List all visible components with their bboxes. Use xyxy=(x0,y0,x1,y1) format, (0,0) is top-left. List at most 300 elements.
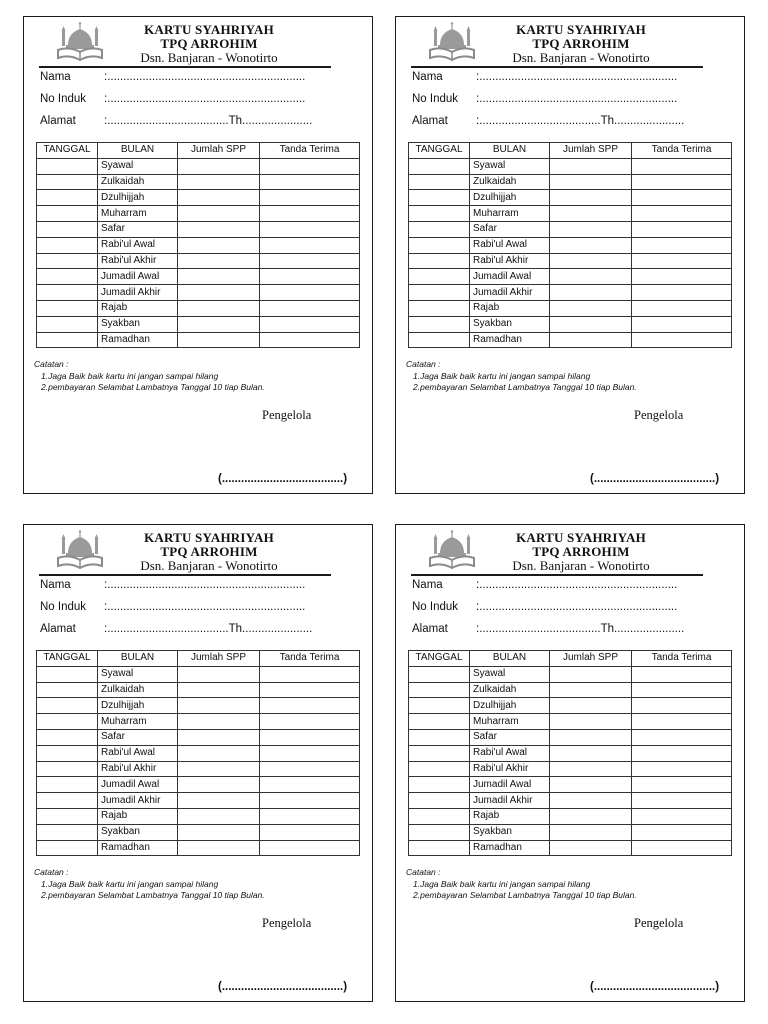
jumlah-spp-cell xyxy=(550,682,632,698)
table-header-row xyxy=(37,651,360,667)
tanda-terima-cell xyxy=(260,808,360,824)
jumlah-spp-cell xyxy=(550,316,632,332)
tanggal-cell xyxy=(37,808,98,824)
alamat-value: :......................................Th...................... xyxy=(476,115,685,127)
bulan-cell: Jumadil Awal xyxy=(98,269,178,285)
tanggal-cell xyxy=(37,269,98,285)
table-header-row xyxy=(37,143,360,159)
nama-value: :.............................................................. xyxy=(476,71,678,83)
note-item: 1.Jaga Baik baik kartu ini jangan sampai hilang xyxy=(413,370,591,381)
table-row xyxy=(409,237,732,253)
tanda-terima-cell xyxy=(260,745,360,761)
tanda-terima-cell xyxy=(632,316,732,332)
table-row xyxy=(37,206,360,222)
note-item: 2.pembayaran Selambat Lambatnya Tanggal 10 tiap Bulan. xyxy=(41,890,265,900)
bulan-cell: Syawal xyxy=(470,666,550,682)
tanggal-cell xyxy=(37,316,98,332)
nama-label: Nama xyxy=(40,71,71,83)
table-row xyxy=(409,729,732,745)
tanggal-cell xyxy=(37,745,98,761)
table-row xyxy=(409,761,732,777)
table-row xyxy=(409,666,732,682)
no-induk-label: No Induk xyxy=(40,601,87,613)
table-row xyxy=(409,285,732,301)
tanda-terima-cell xyxy=(632,269,732,285)
table-row xyxy=(37,316,360,332)
jumlah-spp-cell xyxy=(178,808,260,824)
payment-table xyxy=(36,650,360,856)
nama-value: :.............................................................. xyxy=(104,579,306,591)
bulan-cell: Rabi'ul Akhir xyxy=(98,253,178,269)
tanda-terima-cell xyxy=(260,682,360,698)
tanda-terima-cell xyxy=(260,174,360,190)
bulan-cell: Muharram xyxy=(470,714,550,730)
card-title: KARTU SYAHRIYAH xyxy=(516,22,646,37)
table-row xyxy=(37,237,360,253)
tanggal-cell xyxy=(409,221,470,237)
jumlah-spp-cell xyxy=(178,777,260,793)
no-induk-value: :.............................................................. xyxy=(476,93,678,105)
tanda-terima-cell xyxy=(260,840,360,856)
jumlah-spp-cell xyxy=(550,190,632,206)
tanggal-cell xyxy=(409,190,470,206)
jumlah-spp-cell xyxy=(550,285,632,301)
tanggal-cell xyxy=(409,682,470,698)
jumlah-spp-cell xyxy=(550,777,632,793)
alamat-label: Alamat xyxy=(40,623,76,635)
notes-title: Catatan : xyxy=(406,867,441,877)
no-induk-label: No Induk xyxy=(412,93,459,105)
tanggal-cell xyxy=(409,300,470,316)
table-row xyxy=(37,269,360,285)
jumlah-spp-cell xyxy=(178,761,260,777)
nama-field xyxy=(40,71,305,83)
notes xyxy=(406,867,637,902)
bulan-cell: Jumadil Awal xyxy=(470,269,550,285)
bulan-cell: Jumadil Akhir xyxy=(470,285,550,301)
tanggal-cell xyxy=(409,269,470,285)
bulan-cell: Muharram xyxy=(470,206,550,222)
mosque-quran-logo-icon xyxy=(426,529,478,571)
tanda-terima-cell xyxy=(632,698,732,714)
tanda-terima-cell xyxy=(632,777,732,793)
table-row xyxy=(409,698,732,714)
jumlah-spp-cell xyxy=(550,253,632,269)
header-tanda-terima: Tanda Terima xyxy=(632,143,732,159)
jumlah-spp-cell xyxy=(550,237,632,253)
table-row xyxy=(409,840,732,856)
tanda-terima-cell xyxy=(260,698,360,714)
jumlah-spp-cell xyxy=(550,729,632,745)
tanggal-cell xyxy=(409,793,470,809)
table-row xyxy=(409,808,732,824)
nama-field xyxy=(412,71,677,83)
table-row xyxy=(409,714,732,730)
jumlah-spp-cell xyxy=(178,269,260,285)
table-row xyxy=(409,682,732,698)
table-row xyxy=(409,793,732,809)
bulan-cell: Syawal xyxy=(98,666,178,682)
table-row xyxy=(37,174,360,190)
tanda-terima-cell xyxy=(260,666,360,682)
table-row xyxy=(37,253,360,269)
alamat-field xyxy=(412,115,684,127)
table-header-row xyxy=(409,143,732,159)
tanggal-cell xyxy=(37,777,98,793)
note-item: 1.Jaga Baik baik kartu ini jangan sampai hilang xyxy=(41,878,219,889)
table-row xyxy=(37,824,360,840)
tanggal-cell xyxy=(37,253,98,269)
bulan-cell: Zulkaidah xyxy=(98,174,178,190)
syahriyah-card-4 xyxy=(395,524,745,1002)
jumlah-spp-cell xyxy=(178,793,260,809)
bulan-cell: Jumadil Awal xyxy=(470,777,550,793)
jumlah-spp-cell xyxy=(178,158,260,174)
tanggal-cell xyxy=(37,332,98,348)
jumlah-spp-cell xyxy=(550,698,632,714)
tanggal-cell xyxy=(409,824,470,840)
header-tanda-terima: Tanda Terima xyxy=(632,651,732,667)
bulan-cell: Dzulhijjah xyxy=(98,698,178,714)
jumlah-spp-cell xyxy=(550,714,632,730)
jumlah-spp-cell xyxy=(178,221,260,237)
alamat-label: Alamat xyxy=(412,115,448,127)
tanggal-cell xyxy=(409,237,470,253)
header-jumlah-spp: Jumlah SPP xyxy=(550,143,632,159)
bulan-cell: Safar xyxy=(98,729,178,745)
payment-table xyxy=(36,142,360,348)
tanggal-cell xyxy=(37,285,98,301)
syahriyah-card-2 xyxy=(395,16,745,494)
table-row xyxy=(37,285,360,301)
note-item: 1.Jaga Baik baik kartu ini jangan sampai hilang xyxy=(413,878,591,889)
tanggal-cell xyxy=(409,761,470,777)
header-bulan: BULAN xyxy=(98,143,178,159)
card-title: KARTU SYAHRIYAH xyxy=(144,22,274,37)
no-induk-field xyxy=(412,93,677,105)
nama-value: :.............................................................. xyxy=(104,71,306,83)
tanggal-cell xyxy=(37,729,98,745)
bulan-cell: Jumadil Akhir xyxy=(98,793,178,809)
bulan-cell: Ramadhan xyxy=(470,840,550,856)
table-row xyxy=(37,666,360,682)
bulan-cell: Rabi'ul Akhir xyxy=(470,253,550,269)
table-row xyxy=(37,761,360,777)
tanda-terima-cell xyxy=(260,190,360,206)
table-header-row xyxy=(409,651,732,667)
table-row xyxy=(37,332,360,348)
tanggal-cell xyxy=(37,682,98,698)
jumlah-spp-cell xyxy=(550,745,632,761)
note-item: 2.pembayaran Selambat Lambatnya Tanggal 10 tiap Bulan. xyxy=(413,890,637,900)
tanggal-cell xyxy=(409,174,470,190)
jumlah-spp-cell xyxy=(178,714,260,730)
tanda-terima-cell xyxy=(632,824,732,840)
payment-table xyxy=(408,650,732,856)
header-bulan: BULAN xyxy=(470,143,550,159)
bulan-cell: Syakban xyxy=(470,824,550,840)
tanda-terima-cell xyxy=(632,174,732,190)
bulan-cell: Rajab xyxy=(470,808,550,824)
nama-label: Nama xyxy=(412,579,443,591)
jumlah-spp-cell xyxy=(550,332,632,348)
bulan-cell: Jumadil Akhir xyxy=(98,285,178,301)
table-row xyxy=(37,158,360,174)
notes xyxy=(406,359,637,394)
header-jumlah-spp: Jumlah SPP xyxy=(178,651,260,667)
bulan-cell: Syakban xyxy=(98,824,178,840)
bulan-cell: Rabi'ul Awal xyxy=(98,237,178,253)
tanda-terima-cell xyxy=(632,793,732,809)
pengelola-label: Pengelola xyxy=(634,916,684,930)
tanda-terima-cell xyxy=(632,682,732,698)
bulan-cell: Zulkaidah xyxy=(470,682,550,698)
pengelola-label: Pengelola xyxy=(262,408,312,422)
jumlah-spp-cell xyxy=(178,316,260,332)
pengelola-label: Pengelola xyxy=(634,408,684,422)
no-induk-label: No Induk xyxy=(40,93,87,105)
table-row xyxy=(409,190,732,206)
bulan-cell: Ramadhan xyxy=(98,840,178,856)
table-row xyxy=(409,332,732,348)
mosque-quran-logo-icon xyxy=(54,21,106,63)
bulan-cell: Rabi'ul Awal xyxy=(470,237,550,253)
tanda-terima-cell xyxy=(260,332,360,348)
bulan-cell: Rajab xyxy=(98,300,178,316)
jumlah-spp-cell xyxy=(178,174,260,190)
tanda-terima-cell xyxy=(260,206,360,222)
note-item: 1.Jaga Baik baik kartu ini jangan sampai hilang xyxy=(41,370,219,381)
jumlah-spp-cell xyxy=(178,237,260,253)
tanda-terima-cell xyxy=(260,793,360,809)
table-row xyxy=(409,269,732,285)
bulan-cell: Muharram xyxy=(98,206,178,222)
tanggal-cell xyxy=(409,729,470,745)
header-rule xyxy=(411,66,703,68)
tanggal-cell xyxy=(409,158,470,174)
tanda-terima-cell xyxy=(632,206,732,222)
jumlah-spp-cell xyxy=(178,682,260,698)
table-row xyxy=(37,300,360,316)
card-subtitle: TPQ ARROHIM xyxy=(160,36,258,51)
card-address: Dsn. Banjaran - Wonotirto xyxy=(140,50,278,65)
tanda-terima-cell xyxy=(260,237,360,253)
tanggal-cell xyxy=(37,174,98,190)
pengelola-label: Pengelola xyxy=(262,916,312,930)
tanggal-cell xyxy=(37,698,98,714)
tanggal-cell xyxy=(409,332,470,348)
alamat-value: :......................................Th...................... xyxy=(104,623,313,635)
header-tanggal: TANGGAL xyxy=(409,651,470,667)
header-tanda-terima: Tanda Terima xyxy=(260,651,360,667)
note-item: 2.pembayaran Selambat Lambatnya Tanggal 10 tiap Bulan. xyxy=(41,382,265,392)
bulan-cell: Rabi'ul Akhir xyxy=(98,761,178,777)
bulan-cell: Ramadhan xyxy=(470,332,550,348)
tanda-terima-cell xyxy=(632,745,732,761)
card-address: Dsn. Banjaran - Wonotirto xyxy=(512,558,650,573)
jumlah-spp-cell xyxy=(550,793,632,809)
no-induk-field xyxy=(412,601,677,613)
tanggal-cell xyxy=(37,793,98,809)
tanggal-cell xyxy=(37,761,98,777)
no-induk-value: :.............................................................. xyxy=(104,93,306,105)
jumlah-spp-cell xyxy=(550,221,632,237)
alamat-label: Alamat xyxy=(412,623,448,635)
table-row xyxy=(37,745,360,761)
jumlah-spp-cell xyxy=(178,745,260,761)
payment-table xyxy=(408,142,732,348)
tanggal-cell xyxy=(409,316,470,332)
tanggal-cell xyxy=(37,300,98,316)
tanda-terima-cell xyxy=(260,761,360,777)
table-row xyxy=(409,777,732,793)
tanggal-cell xyxy=(37,206,98,222)
bulan-cell: Syakban xyxy=(470,316,550,332)
tanggal-cell xyxy=(37,666,98,682)
nama-label: Nama xyxy=(40,579,71,591)
bulan-cell: Muharram xyxy=(98,714,178,730)
note-item: 2.pembayaran Selambat Lambatnya Tanggal 10 tiap Bulan. xyxy=(413,382,637,392)
notes xyxy=(34,867,265,902)
tanda-terima-cell xyxy=(260,253,360,269)
jumlah-spp-cell xyxy=(178,824,260,840)
bulan-cell: Rabi'ul Akhir xyxy=(470,761,550,777)
tanda-terima-cell xyxy=(260,729,360,745)
tanda-terima-cell xyxy=(260,158,360,174)
notes-title: Catatan : xyxy=(34,867,69,877)
header-bulan: BULAN xyxy=(98,651,178,667)
bulan-cell: Rajab xyxy=(470,300,550,316)
tanggal-cell xyxy=(409,808,470,824)
nama-value: :.............................................................. xyxy=(476,579,678,591)
jumlah-spp-cell xyxy=(178,300,260,316)
jumlah-spp-cell xyxy=(178,729,260,745)
notes xyxy=(34,359,265,394)
signature-line: (......................................) xyxy=(590,981,720,993)
tanda-terima-cell xyxy=(260,221,360,237)
table-row xyxy=(409,253,732,269)
bulan-cell: Ramadhan xyxy=(98,332,178,348)
bulan-cell: Dzulhijjah xyxy=(470,698,550,714)
tanggal-cell xyxy=(409,253,470,269)
card-subtitle: TPQ ARROHIM xyxy=(532,36,630,51)
table-row xyxy=(37,698,360,714)
tanda-terima-cell xyxy=(632,840,732,856)
tanda-terima-cell xyxy=(632,300,732,316)
table-row xyxy=(37,682,360,698)
bulan-cell: Jumadil Akhir xyxy=(470,793,550,809)
header-tanggal: TANGGAL xyxy=(37,651,98,667)
alamat-field xyxy=(40,115,312,127)
jumlah-spp-cell xyxy=(178,253,260,269)
tanda-terima-cell xyxy=(632,221,732,237)
header-tanggal: TANGGAL xyxy=(37,143,98,159)
notes-title: Catatan : xyxy=(406,359,441,369)
bulan-cell: Rajab xyxy=(98,808,178,824)
card-subtitle: TPQ ARROHIM xyxy=(532,544,630,559)
tanda-terima-cell xyxy=(632,761,732,777)
tanggal-cell xyxy=(409,698,470,714)
signature-line: (......................................) xyxy=(218,473,348,485)
alamat-label: Alamat xyxy=(40,115,76,127)
card-title: KARTU SYAHRIYAH xyxy=(144,530,274,545)
tanda-terima-cell xyxy=(632,285,732,301)
jumlah-spp-cell xyxy=(550,269,632,285)
table-row xyxy=(409,221,732,237)
bulan-cell: Zulkaidah xyxy=(98,682,178,698)
nama-field xyxy=(412,579,677,591)
jumlah-spp-cell xyxy=(178,206,260,222)
alamat-value: :......................................Th...................... xyxy=(476,623,685,635)
syahriyah-card-3 xyxy=(23,524,373,1002)
no-induk-value: :.............................................................. xyxy=(476,601,678,613)
no-induk-field xyxy=(40,601,305,613)
card-address: Dsn. Banjaran - Wonotirto xyxy=(512,50,650,65)
jumlah-spp-cell xyxy=(178,666,260,682)
jumlah-spp-cell xyxy=(178,332,260,348)
mosque-quran-logo-icon xyxy=(54,529,106,571)
signature-line: (......................................) xyxy=(218,981,348,993)
syahriyah-card-1 xyxy=(23,16,373,494)
bulan-cell: Syakban xyxy=(98,316,178,332)
bulan-cell: Safar xyxy=(470,221,550,237)
tanda-terima-cell xyxy=(632,808,732,824)
table-row xyxy=(37,190,360,206)
table-row xyxy=(409,206,732,222)
tanggal-cell xyxy=(409,840,470,856)
jumlah-spp-cell xyxy=(550,206,632,222)
header-tanda-terima: Tanda Terima xyxy=(260,143,360,159)
bulan-cell: Rabi'ul Awal xyxy=(98,745,178,761)
bulan-cell: Zulkaidah xyxy=(470,174,550,190)
jumlah-spp-cell xyxy=(550,300,632,316)
bulan-cell: Jumadil Awal xyxy=(98,777,178,793)
tanggal-cell xyxy=(409,714,470,730)
tanda-terima-cell xyxy=(632,158,732,174)
tanda-terima-cell xyxy=(260,300,360,316)
signature-line: (......................................) xyxy=(590,473,720,485)
tanda-terima-cell xyxy=(632,666,732,682)
alamat-field xyxy=(40,623,312,635)
bulan-cell: Syawal xyxy=(470,158,550,174)
jumlah-spp-cell xyxy=(550,158,632,174)
header-rule xyxy=(411,574,703,576)
tanda-terima-cell xyxy=(260,285,360,301)
no-induk-label: No Induk xyxy=(412,601,459,613)
bulan-cell: Syawal xyxy=(98,158,178,174)
header-rule xyxy=(39,66,331,68)
tanggal-cell xyxy=(37,824,98,840)
tanggal-cell xyxy=(409,285,470,301)
tanda-terima-cell xyxy=(260,714,360,730)
bulan-cell: Rabi'ul Awal xyxy=(470,745,550,761)
header-bulan: BULAN xyxy=(470,651,550,667)
header-tanggal: TANGGAL xyxy=(409,143,470,159)
bulan-cell: Safar xyxy=(470,729,550,745)
tanggal-cell xyxy=(37,221,98,237)
jumlah-spp-cell xyxy=(178,698,260,714)
tanda-terima-cell xyxy=(632,237,732,253)
tanggal-cell xyxy=(409,777,470,793)
table-row xyxy=(37,777,360,793)
tanda-terima-cell xyxy=(632,190,732,206)
table-row xyxy=(37,840,360,856)
jumlah-spp-cell xyxy=(550,666,632,682)
tanda-terima-cell xyxy=(260,316,360,332)
tanda-terima-cell xyxy=(260,269,360,285)
table-row xyxy=(409,158,732,174)
table-row xyxy=(409,316,732,332)
